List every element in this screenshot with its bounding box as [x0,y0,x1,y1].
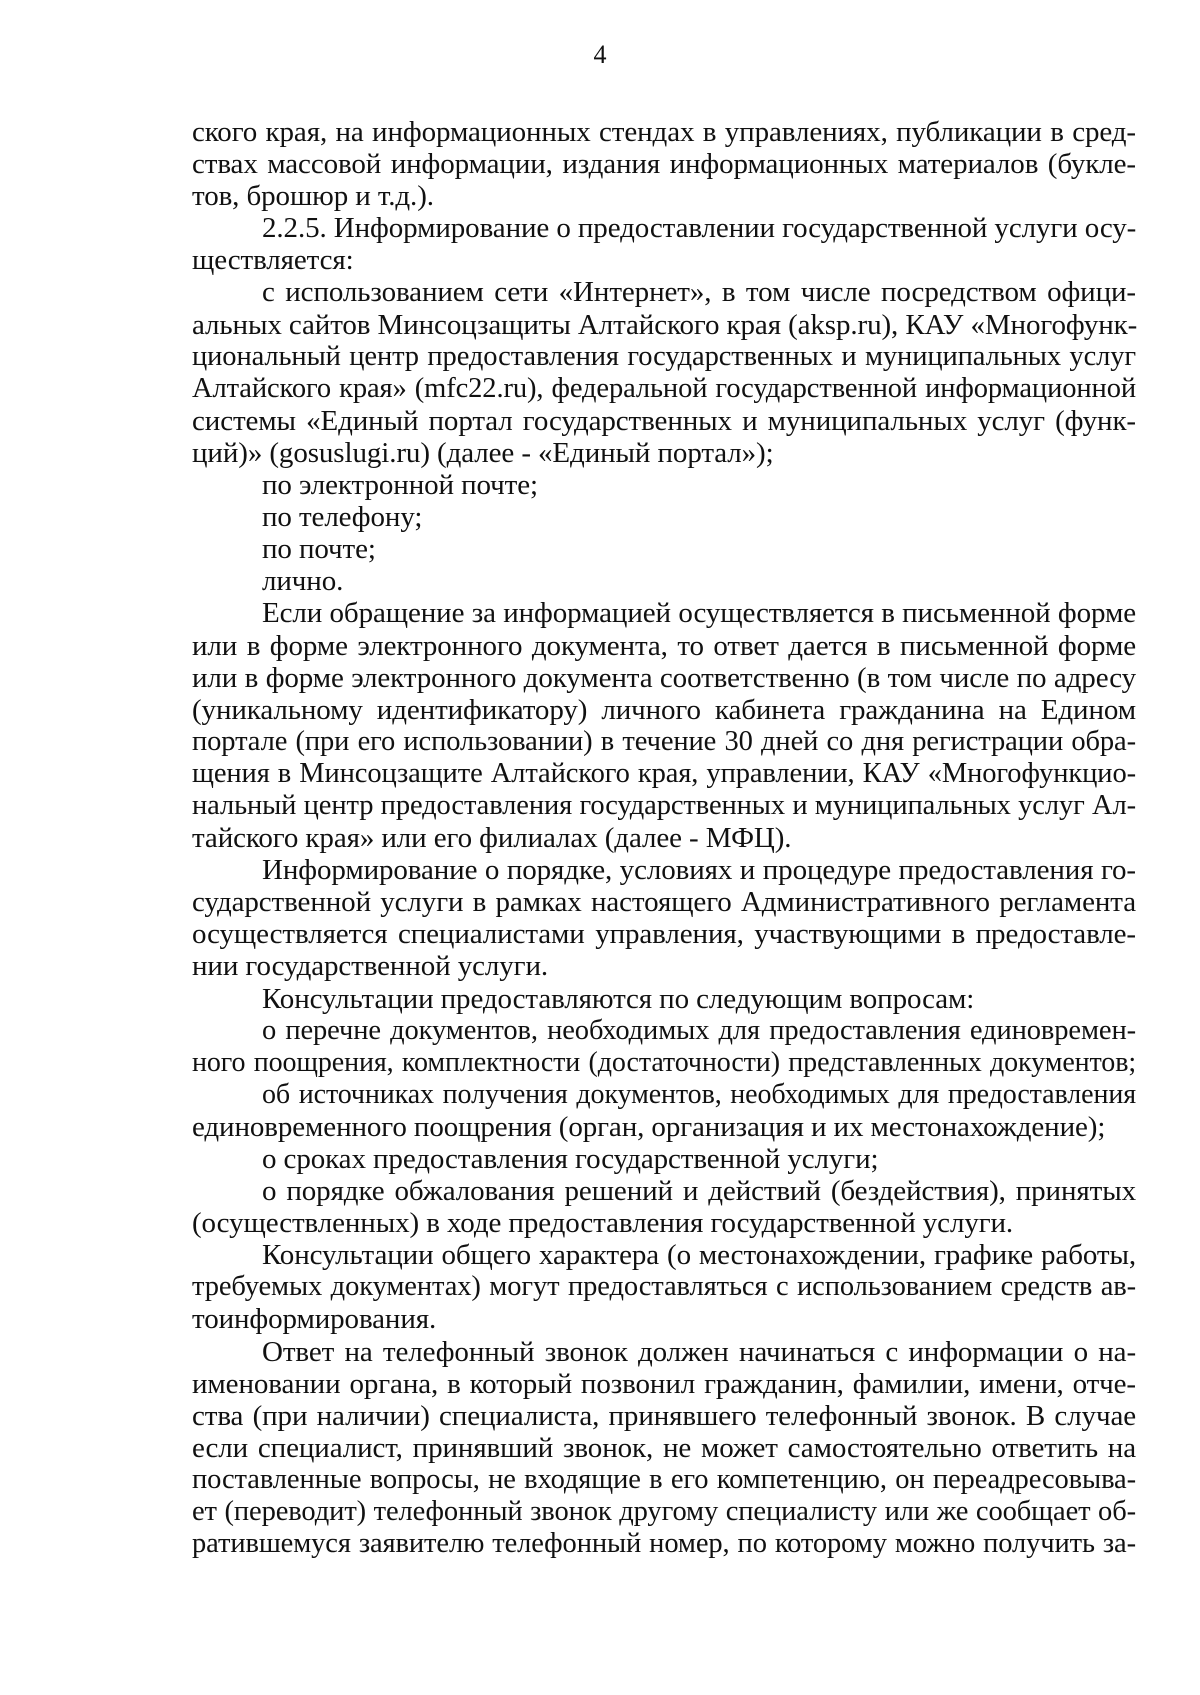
text-line: о порядке обжалования решений и действий (бездействия), принятых [262,1175,1136,1208]
text-line: осуществляется специалистами управления, участвующими в предоставле- [192,918,1136,951]
text-line: нии государственной услуги. [192,950,549,983]
text-line: ций)» (gosuslugi.ru) (далее - «Единый портал»); [192,436,774,469]
text-line: о перечне документов, необходимых для предоставления единовремен- [262,1014,1136,1046]
text-line: лично. [262,565,344,598]
text-line: о сроках предоставления государственной услуги; [262,1143,879,1175]
text-line: единовременного поощрения (орган, организация и их местонахождение); [192,1110,1106,1143]
text-line: 2.2.5. Информирование о предоставлении государственной услуги осу- [262,212,1137,245]
text-line: об источниках получения документов, необходимых для предоставления [262,1078,1136,1110]
text-line: альных сайтов Минсоцзащиты Алтайского края (aksp.ru), КАУ «Многофунк- [192,308,1138,341]
text-line: Алтайского края» (mfc22.ru), федеральной государственной информационной [192,372,1136,404]
text-line: по почте; [262,533,376,566]
document-body [192,116,1136,1560]
text-line: циональный центр предоставления государственных и муниципальных услуг [192,340,1136,372]
text-line: щения в Минсоцзащите Алтайского края, управлении, КАУ «Многофункцио- [192,757,1136,789]
text-line: или в форме электронного документа, то ответ дается в письменной форме [192,629,1136,662]
text-line: Консультации общего характера (о местонахождении, графике работы, [262,1239,1136,1272]
text-line: ществляется: [192,244,354,277]
text-line: ствах массовой информации, издания информационных материалов (букле- [192,148,1136,181]
text-line: если специалист, принявший звонок, не может самостоятельно ответить на [192,1431,1136,1464]
text-line: требуемых документах) могут предоставляться с использованием средств ав- [192,1271,1136,1303]
text-line: ного поощрения, комплектности (достаточности) представленных документов; [192,1046,1136,1078]
text-line: ства (при наличии) специалиста, принявшего телефонный звонок. В случае [192,1399,1136,1432]
text-line: тоинформирования. [192,1303,437,1336]
text-line: нальный центр предоставления государственных и муниципальных услуг Ал- [192,789,1136,821]
page-number: 4 [593,40,607,69]
text-line: по электронной почте; [262,469,538,502]
text-line: Ответ на телефонный звонок должен начинаться с информации о на- [262,1335,1136,1368]
text-line: системы «Единый портал государственных и муниципальных услуг (функ- [192,404,1136,437]
text-line: тов, брошюр и т.д.). [192,180,434,213]
text-line: Если обращение за информацией осуществляется в письменной форме [262,597,1136,630]
text-line: Консультации предоставляются по следующим вопросам: [262,982,975,1015]
text-line: ского края, на информационных стендах в управлениях, публикации в сред- [192,116,1136,148]
text-line: тайского края» или его филиалах (далее - МФЦ). [192,822,792,855]
text-line: или в форме электронного документа соответственно (в том числе по адресу [192,661,1136,694]
text-line: с использованием сети «Интернет», в том числе посредством офици- [262,276,1136,309]
text-line: поставленные вопросы, не входящие в его компетенцию, он переадресовыва- [192,1463,1136,1495]
text-line: портале (при его использовании) в течение 30 дней со дня регистрации обра- [192,725,1136,757]
text-line: именовании органа, в который позвонил гражданин, фамилии, имени, отче- [192,1367,1136,1400]
text-line: (осуществленных) в ходе предоставления государственной услуги. [192,1207,1014,1240]
text-line: сударственной услуги в рамках настоящего Административного регламента [192,886,1136,919]
text-line: ет (переводит) телефонный звонок другому специалисту или же сообщает об- [192,1496,1136,1528]
text-line: по телефону; [262,501,423,534]
text-line: (уникальному идентификатору) личного кабинета гражданина на Едином [192,693,1136,726]
text-line: Информирование о порядке, условиях и процедуре предоставления го- [262,854,1136,887]
text-line: ратившемуся заявителю телефонный номер, по которому можно получить за- [192,1528,1136,1560]
